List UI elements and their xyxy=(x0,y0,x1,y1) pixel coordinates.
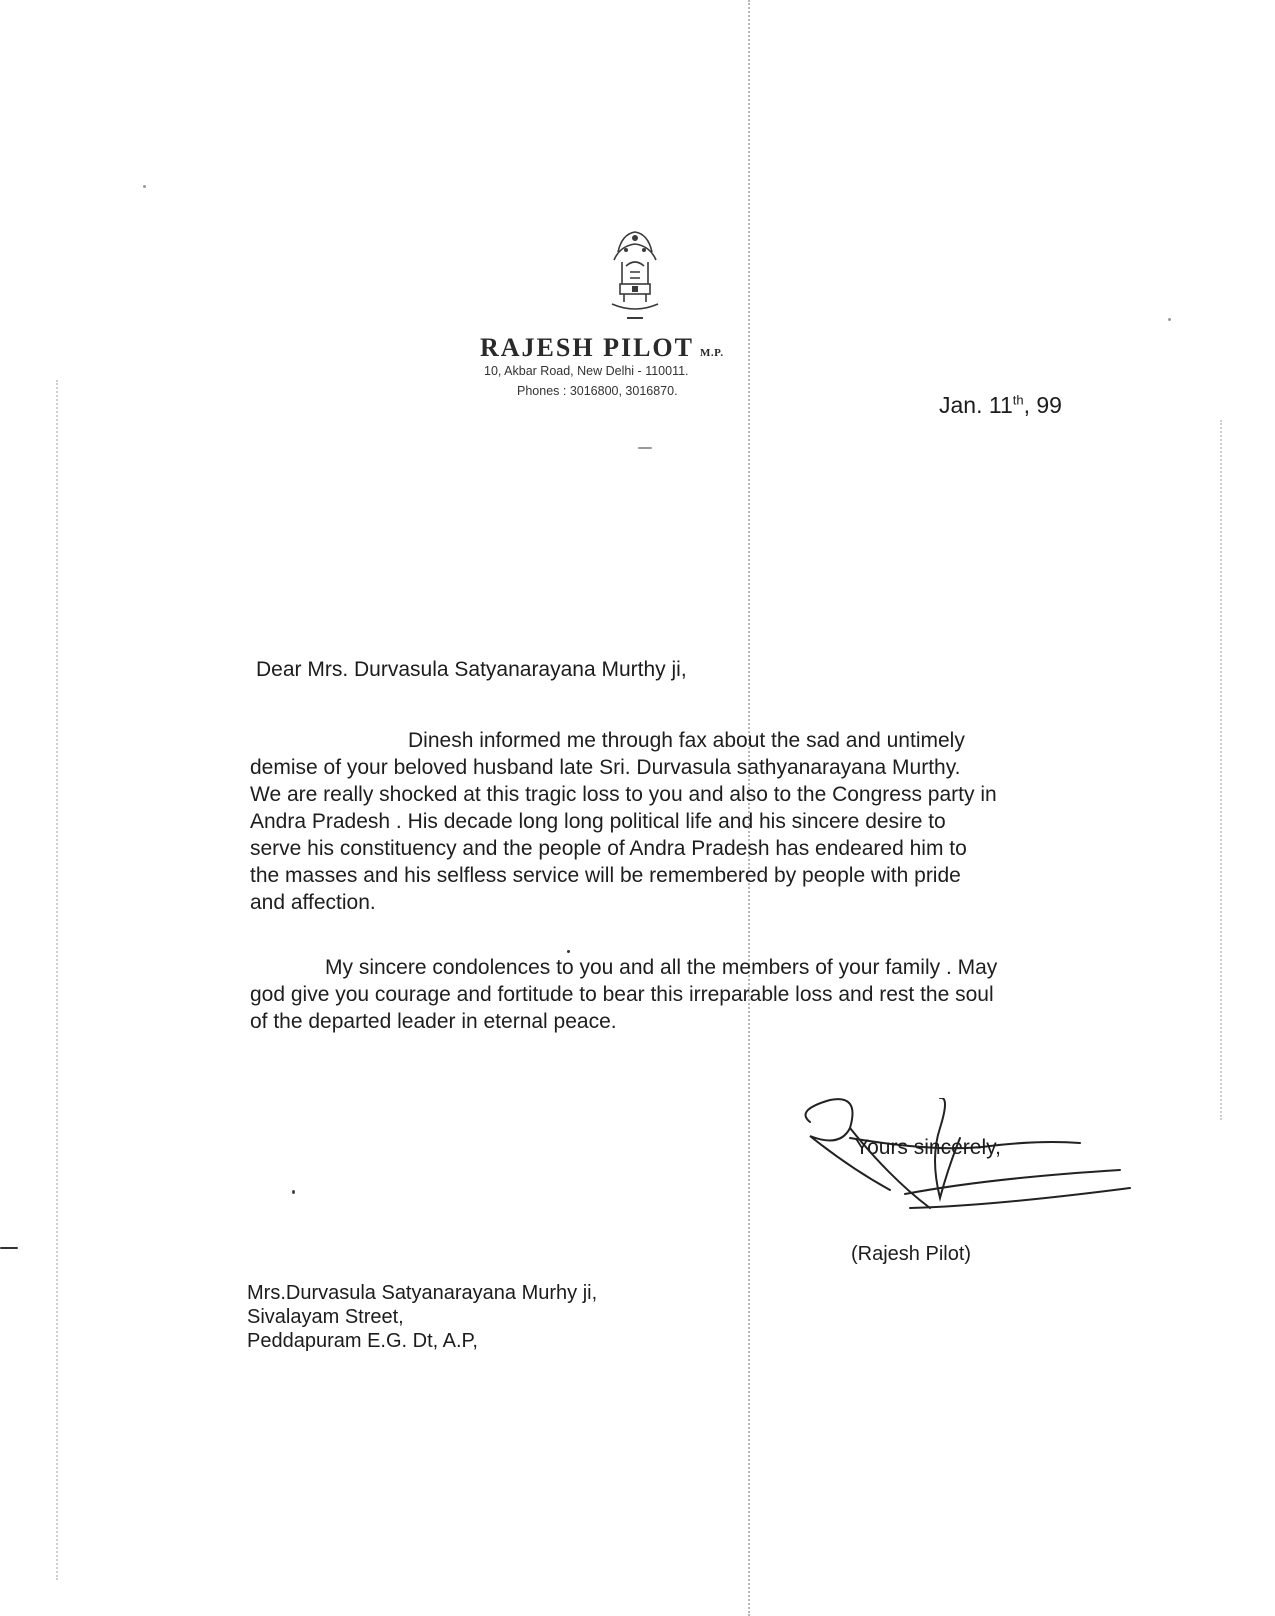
recipient-address-line: Mrs.Durvasula Satyanarayana Murhy ji, xyxy=(247,1282,598,1304)
scan-speck xyxy=(567,950,570,953)
scan-speck xyxy=(292,1190,295,1194)
paragraph-2-line: of the departed leader in eternal peace. xyxy=(250,1010,617,1033)
scan-speck xyxy=(638,447,652,449)
date-month-day: Jan. 11 xyxy=(939,392,1013,418)
paragraph-1-line: We are really shocked at this tragic loss to you and also to the Congress party in xyxy=(250,783,997,806)
recipient-address-line: Peddapuram E.G. Dt, A.P, xyxy=(247,1330,478,1352)
paragraph-2-line: My sincere condolences to you and all the members of your family . May xyxy=(325,956,998,979)
recipient-address-line: Sivalayam Street, xyxy=(247,1306,404,1328)
paragraph-1-line: and affection. xyxy=(250,891,376,914)
letterhead-name-text: RAJESH PILOT xyxy=(480,333,694,362)
paragraph-1-line: serve his constituency and the people of Andra Pradesh has endeared him to xyxy=(250,837,967,860)
date-year: , 99 xyxy=(1023,392,1062,418)
salutation: Dear Mrs. Durvasula Satyanarayana Murthy ji, xyxy=(256,658,687,681)
paragraph-2-line: god give you courage and fortitude to bear this irreparable loss and rest the soul xyxy=(250,983,994,1006)
scan-speck xyxy=(1168,318,1171,321)
scan-speck xyxy=(143,185,146,188)
letterhead-name xyxy=(480,333,810,363)
letterhead-phones: Phones : 3016800, 3016870. xyxy=(517,384,678,398)
signer-name: (Rajesh Pilot) xyxy=(851,1243,972,1265)
date-ordinal: th xyxy=(1012,392,1024,408)
letterhead-title-suffix: M.P. xyxy=(700,347,724,359)
national-emblem-icon xyxy=(600,222,670,322)
paragraph-1-line: demise of your beloved husband late Sri. Durvasula sathyanarayana Murthy. xyxy=(250,756,961,779)
paragraph-1-line: Andra Pradesh . His decade long long political life and his sincere desire to xyxy=(250,810,946,833)
paragraph-1-line: the masses and his selfless service will be remembered by people with pride xyxy=(250,864,961,887)
scan-speck xyxy=(0,1247,18,1249)
right-edge-dots xyxy=(1220,420,1222,1120)
closing: Yours sincerely, xyxy=(855,1136,1001,1159)
letter-date xyxy=(939,392,1062,419)
handwritten-signature xyxy=(790,1098,1140,1258)
fold-line xyxy=(748,0,750,1616)
paragraph-1-line: Dinesh informed me through fax about the sad and untimely xyxy=(408,729,965,752)
letterhead-address: 10, Akbar Road, New Delhi - 110011. xyxy=(484,364,689,378)
left-edge-dots xyxy=(56,380,58,1580)
